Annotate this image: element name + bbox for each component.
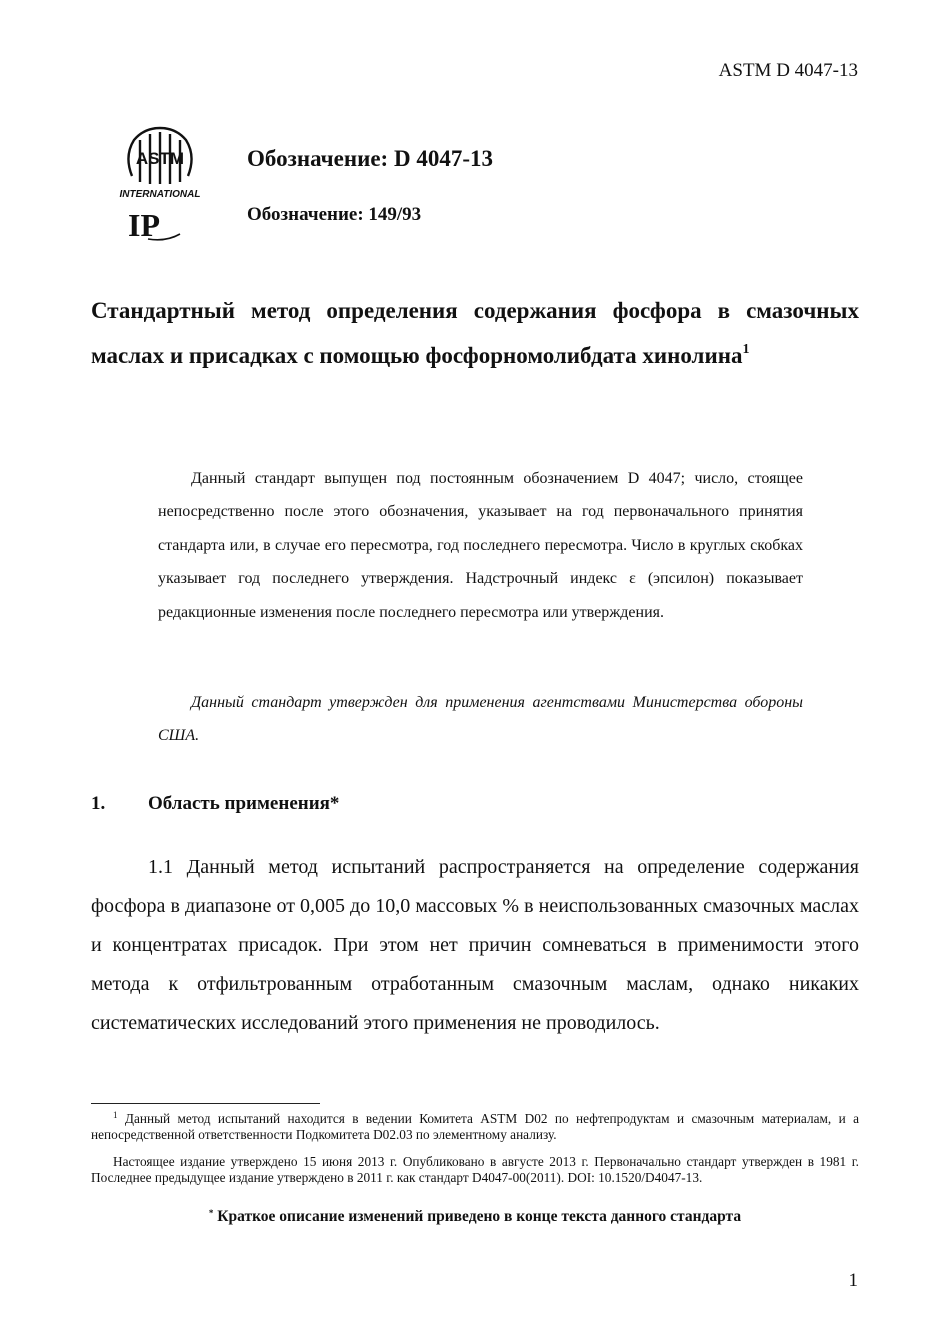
designation-secondary: Обозначение: 149/93: [247, 204, 422, 225]
title-text: Стандартный метод определения содержания фосфора в смазочных маслах и присадках с помощью фосфорномолибдата хинолина: [91, 298, 859, 368]
astm-logo: [118, 126, 202, 200]
document-title: [91, 288, 859, 378]
approval-paragraph: Данный стандарт утвержден для применения агентствами Министерства обороны США.: [158, 694, 803, 744]
footnote-1: [91, 1111, 859, 1143]
page-number: 1: [848, 1270, 858, 1291]
title-footnote-mark: 1: [742, 342, 750, 357]
scope-paragraph: [91, 848, 859, 1043]
section-title: Область применения*: [148, 793, 340, 814]
footnote-2: Настоящее издание утверждено 15 июня 2013 г. Опубликовано в августе 2013 г. Первоначально стандарт утвержден в 1981 г. Последнее предыдущее издание утверждено в 2011 г. как стандарт D4047-00(2011). DOI: 10.1520/D4047-13.: [91, 1154, 859, 1185]
footnote-1-mark: 1: [113, 1110, 118, 1120]
document-id: ASTM D 4047-13: [718, 60, 858, 81]
astm-logo-text: ASTM: [135, 149, 185, 168]
footnote-changes-text: Краткое описание изменений приведено в конце текста данного стандарта: [217, 1208, 742, 1225]
footnote-changes: [91, 1208, 859, 1226]
designation-primary: Обозначение: D 4047-13: [247, 146, 493, 171]
notice-paragraph: Данный стандарт выпущен под постоянным обозначением D 4047; число, стоящее непосредственно после этого обозначения, указывает на год первоначального принятия стандарта или, в случае его пересмотра, год последнего пересмотра. Число в круглых скобках указывает год последнего утверждения. Надстрочный индекс ε (эпсилон) показывает редакционные изменения после последнего пересмотра или утверждения.: [158, 470, 803, 621]
paragraph-number: 1.1: [148, 856, 173, 878]
section-number: 1.: [91, 793, 106, 814]
footnote-1-text: Данный метод испытаний находится в ведении Комитета ASTM D02 по нефтепродуктам и смазочным материалам, и а непосредственной ответственности Подкомитета D02.03 по элементному анализу.: [91, 1111, 859, 1142]
ip-logo-text: IP: [128, 207, 160, 242]
ip-logo: [126, 206, 182, 242]
footnote-changes-mark: *: [208, 1208, 214, 1218]
section-heading: [91, 793, 339, 815]
footnote-divider: [91, 1103, 320, 1104]
astm-logo-subtext: INTERNATIONAL: [119, 189, 201, 200]
paragraph-text: Данный метод испытаний распространяется на определение содержания фосфора в диапазоне от 0,005 до 10,0 массовых % в неиспользованных смазочных маслах и концентратах присадок. При этом нет причин сомневаться в применимости этого метода к отфильтрованным отработанным смазочным маслам, однако никаких систематических исследований этого применения не проводилось.: [91, 856, 859, 1034]
